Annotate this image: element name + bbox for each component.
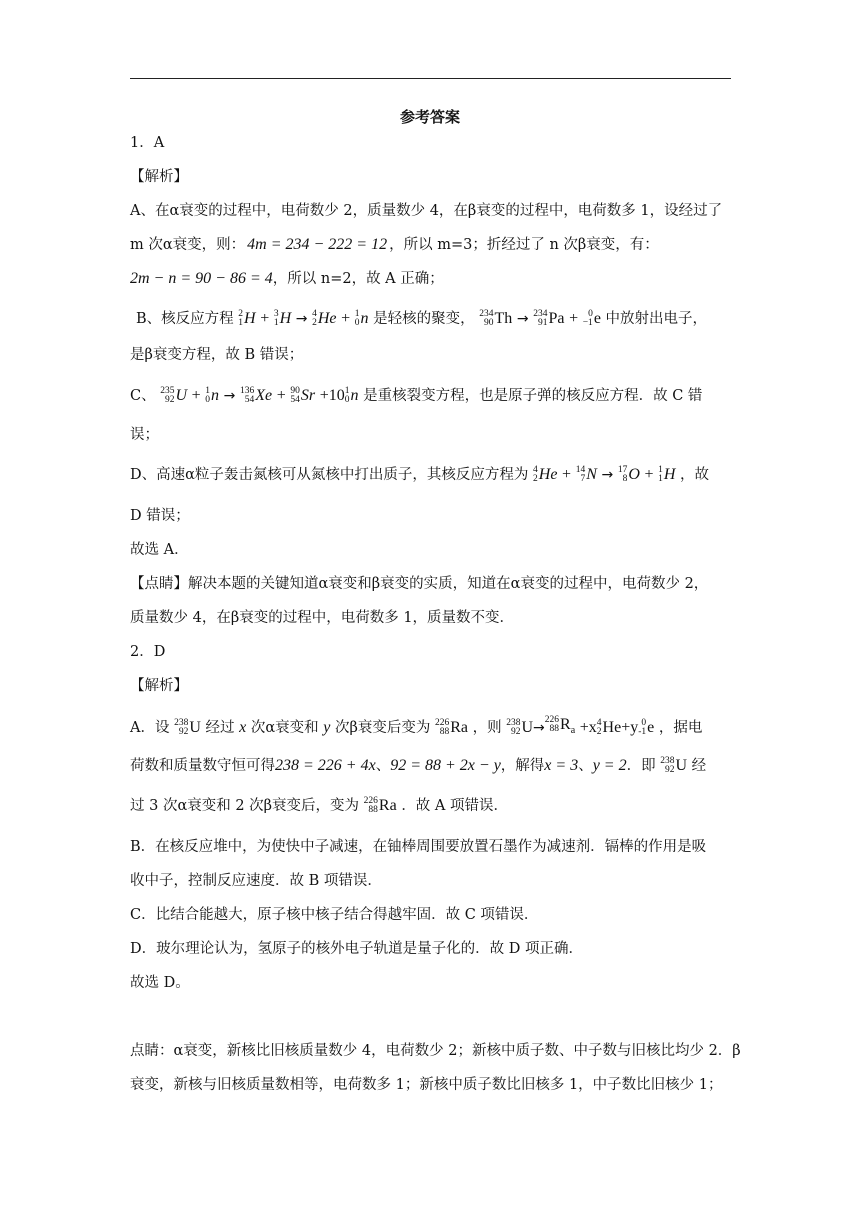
q2-line-6: C．比结合能越大，原子核中核子结合得越牢固．故 C 项错误． xyxy=(130,907,539,923)
nuclide-n14: 14 7 N xyxy=(575,465,597,485)
nuclide-h2: 2 1 H xyxy=(238,309,256,329)
nuclide-he4-b: 4 2 He xyxy=(533,465,558,485)
nuclide-u238-c: 238 92 U xyxy=(660,756,688,776)
q2-line-7: D．玻尔理论认为，氢原子的核外电子轨道是量子化的．故 D 项正确． xyxy=(130,941,583,957)
q1-note-1: 【点睛】解决本题的关键知道α衰变和β衰变的实质，知道在α衰变的过程中，电荷数少 2， xyxy=(130,576,709,592)
q2-answer: 2．D xyxy=(130,644,166,660)
nuclide-o17: 17 8 O xyxy=(617,465,640,485)
q1-answer: 1．A xyxy=(130,135,165,151)
q2-line-1: A．设 238 92 U 经过 x 次α衰变和 y 次β衰变后变为 226 88 Ra ，则 238 92 U→ 226 88 $R_a +x$ 4 2 He+y 0 -1 e ，据电 xyxy=(130,715,702,741)
q2-line-4: B．在核反应堆中，为使快中子减速，在铀棒周围要放置石墨作为减速剂．镉棒的作用是吸 xyxy=(130,839,707,855)
q2-line-2: 荷数和质量数守恒可得238 = 226 + 4x、92 = 88 + 2x − y，解得x = 3、y = 2．即 238 92 U 经 xyxy=(130,756,707,776)
nuclide-e: 0 −1 e xyxy=(582,309,601,329)
nuclide-n10: 1 0 n xyxy=(344,386,359,406)
q1-line-2: m 次α衰变，则： 4m = 234 − 222 = 12 ，所以 m=3；折经过了 n 次β衰变，有： xyxy=(130,236,659,253)
nuclide-xe: 136 54 Xe xyxy=(239,386,273,406)
nuclide-th: 234 90 Th xyxy=(479,309,513,329)
nuclide-u238: 238 92 U xyxy=(174,718,201,738)
nuclide-ra226: 226 88 Ra xyxy=(434,718,468,738)
q1-line-1: A、在α衰变的过程中，电荷数少 2，质量数少 4，在β衰变的过程中，电荷数多 1，设经过了 xyxy=(130,203,723,219)
nuclide-sr: 90 54 Sr xyxy=(290,386,316,406)
nuclide-h3: 3 1 H xyxy=(273,309,292,329)
nuclide-ye: 0 -1 e xyxy=(638,718,655,738)
q1-line-7: 误； xyxy=(130,427,159,443)
nuclide-ra-eq: 226 88 $R_a$ xyxy=(544,715,576,737)
q1-line-3: 2m − n = 90 − 86 = 4，所以 n=2，故 A 正确； xyxy=(130,270,444,287)
nuclide-u238-b: 238 92 U xyxy=(506,718,534,738)
q2-line-3: 过 3 次α衰变和 2 次β衰变后，变为 226 88 Ra ．故 A 项错误． xyxy=(130,796,509,816)
q2-line-8: 故选 D。 xyxy=(130,975,190,991)
nuclide-n1: 1 0 n xyxy=(354,309,369,329)
nuclide-n: 1 0 n xyxy=(205,386,220,406)
page-title: 参考答案 xyxy=(399,108,460,126)
q1-line-5: 是β衰变方程，故 B 错误； xyxy=(130,347,304,363)
q1-line-10: 故选 A． xyxy=(130,542,189,558)
q2-line-5: 收中子，控制反应速度．故 B 项错误． xyxy=(130,873,382,889)
q1-line-9: D 错误； xyxy=(130,508,190,524)
q1-line-4: B、核反应方程 2 1 H + 3 1 H → 4 2 He + 1 0 n 是轻核的聚变， 234 90 Th → 234 91 Pa + 0 −1 e 中放射出电子， xyxy=(136,309,708,329)
header-rule xyxy=(130,78,731,79)
q1-line-8: D、高速α粒子轰击氮核可从氮核中打出质子，其核反应方程为 4 2 He + 14 7 N → 17 8 O + 1 1 H ，故 xyxy=(130,465,710,485)
nuclide-u235: 235 92 U xyxy=(160,386,188,406)
nuclide-xhe: 4 2 He xyxy=(596,718,622,738)
q1-line-6: C、 235 92 U + 1 0 n → 136 54 Xe + 90 54 Sr +10 1 0 n 是重核裂变方程，也是原子弹的核反应方程．故 C 错 xyxy=(130,386,703,406)
nuclide-he4: 4 2 He xyxy=(312,309,337,329)
nuclide-ra226-b: 226 88 Ra xyxy=(363,796,397,816)
nuclide-h1: 1 1 H xyxy=(658,465,676,485)
q1-analysis-heading: 【解析】 xyxy=(130,169,188,185)
q1-note-2: 质量数少 4，在β衰变的过程中，电荷数多 1，质量数不变． xyxy=(130,610,515,626)
q2-note-1: 点睛：α衰变，新核比旧核质量数少 4，电荷数少 2；新核中质子数、中子数与旧核比均少 2．β xyxy=(130,1043,741,1059)
q2-analysis-heading: 【解析】 xyxy=(130,678,188,694)
nuclide-pa: 234 91 Pa xyxy=(533,309,565,329)
q2-note-2: 衰变，新核与旧核质量数相等，电荷数多 1；新核中质子数比旧核多 1，中子数比旧核少 1； xyxy=(130,1077,723,1093)
